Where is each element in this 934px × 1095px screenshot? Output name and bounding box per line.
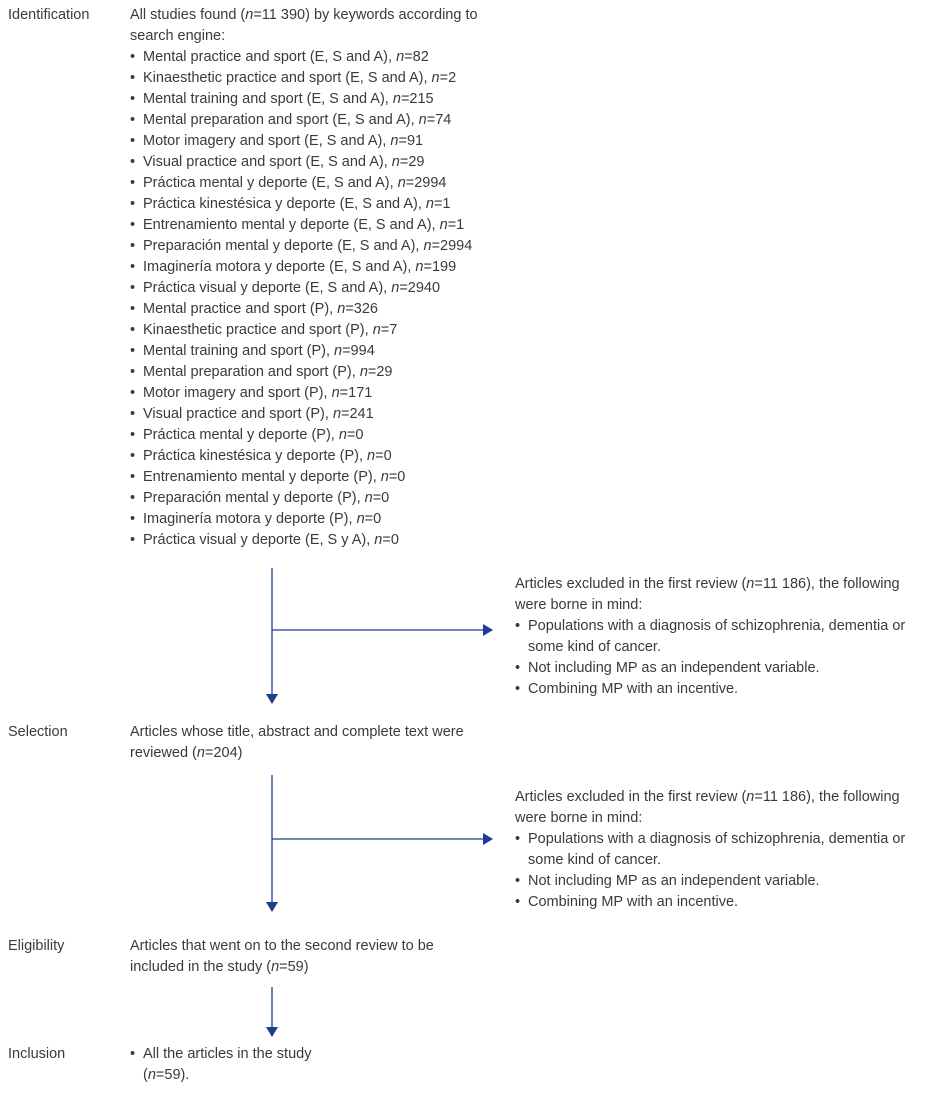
list-item: • Imaginería motora y deporte (E, S and A), n=199 bbox=[130, 257, 495, 278]
list-item: • Populations with a diagnosis of schizophrenia, dementia or some kind of cancer. bbox=[515, 829, 931, 871]
list-item: • Mental training and sport (E, S and A), n=215 bbox=[130, 89, 495, 110]
exclusion-intro: Articles excluded in the first review (n=11 186), the following were borne in mind: bbox=[515, 789, 900, 826]
exclusion-intro: Articles excluded in the first review (n=11 186), the following were borne in mind: bbox=[515, 576, 900, 613]
list-item: • Entrenamiento mental y deporte (E, S and A), n=1 bbox=[130, 215, 495, 236]
eligibility-box: Articles that went on to the second review to be included in the study (n=59) bbox=[130, 938, 434, 975]
list-item: • Imaginería motora y deporte (P), n=0 bbox=[130, 509, 495, 530]
selection-box: Articles whose title, abstract and complete text were reviewed (n=204) bbox=[130, 724, 464, 761]
list-item: • Motor imagery and sport (P), n=171 bbox=[130, 383, 495, 404]
list-item: • Práctica mental y deporte (E, S and A), n=2994 bbox=[130, 173, 495, 194]
stage-label-selection: Selection bbox=[8, 724, 68, 740]
list-item: • Práctica kinestésica y deporte (P), n=0 bbox=[130, 446, 495, 467]
list-item: • Mental practice and sport (E, S and A), n=82 bbox=[130, 47, 495, 68]
list-item: • Kinaesthetic practice and sport (E, S and A), n=2 bbox=[130, 68, 495, 89]
list-item: • Not including MP as an independent variable. bbox=[515, 658, 931, 679]
list-item: • Combining MP with an incentive. bbox=[515, 892, 931, 913]
list-item: • Entrenamiento mental y deporte (P), n=0 bbox=[130, 467, 495, 488]
list-item: • Visual practice and sport (P), n=241 bbox=[130, 404, 495, 425]
list-item: • Kinaesthetic practice and sport (P), n=7 bbox=[130, 320, 495, 341]
list-item: • Mental preparation and sport (E, S and A), n=74 bbox=[130, 110, 495, 131]
list-item: • Práctica kinestésica y deporte (E, S and A), n=1 bbox=[130, 194, 495, 215]
list-item: • Not including MP as an independent variable. bbox=[515, 871, 931, 892]
stage-label-identification: Identification bbox=[8, 7, 90, 23]
list-item: • Motor imagery and sport (E, S and A), n=91 bbox=[130, 131, 495, 152]
list-item: • Preparación mental y deporte (P), n=0 bbox=[130, 488, 495, 509]
list-item: • Mental training and sport (P), n=994 bbox=[130, 341, 495, 362]
list-item: • Populations with a diagnosis of schizophrenia, dementia or some kind of cancer. bbox=[515, 616, 931, 658]
list-item: • Práctica mental y deporte (P), n=0 bbox=[130, 425, 495, 446]
list-item: • Preparación mental y deporte (E, S and A), n=2994 bbox=[130, 236, 495, 257]
list-item: • Práctica visual y deporte (E, S y A), n=0 bbox=[130, 530, 495, 551]
list-item: • Mental preparation and sport (P), n=29 bbox=[130, 362, 495, 383]
list-item: • Mental practice and sport (P), n=326 bbox=[130, 299, 495, 320]
list-item: • Práctica visual y deporte (E, S and A), n=2940 bbox=[130, 278, 495, 299]
list-item: • Visual practice and sport (E, S and A), n=29 bbox=[130, 152, 495, 173]
list-item: • Combining MP with an incentive. bbox=[515, 679, 931, 700]
stage-label-inclusion: Inclusion bbox=[8, 1046, 66, 1062]
identification-intro: All studies found (n=11 390) by keywords according to search engine: bbox=[130, 7, 478, 44]
list-item: • All the articles in the study (n=59). bbox=[130, 1044, 430, 1086]
stage-label-eligibility: Eligibility bbox=[8, 938, 65, 954]
